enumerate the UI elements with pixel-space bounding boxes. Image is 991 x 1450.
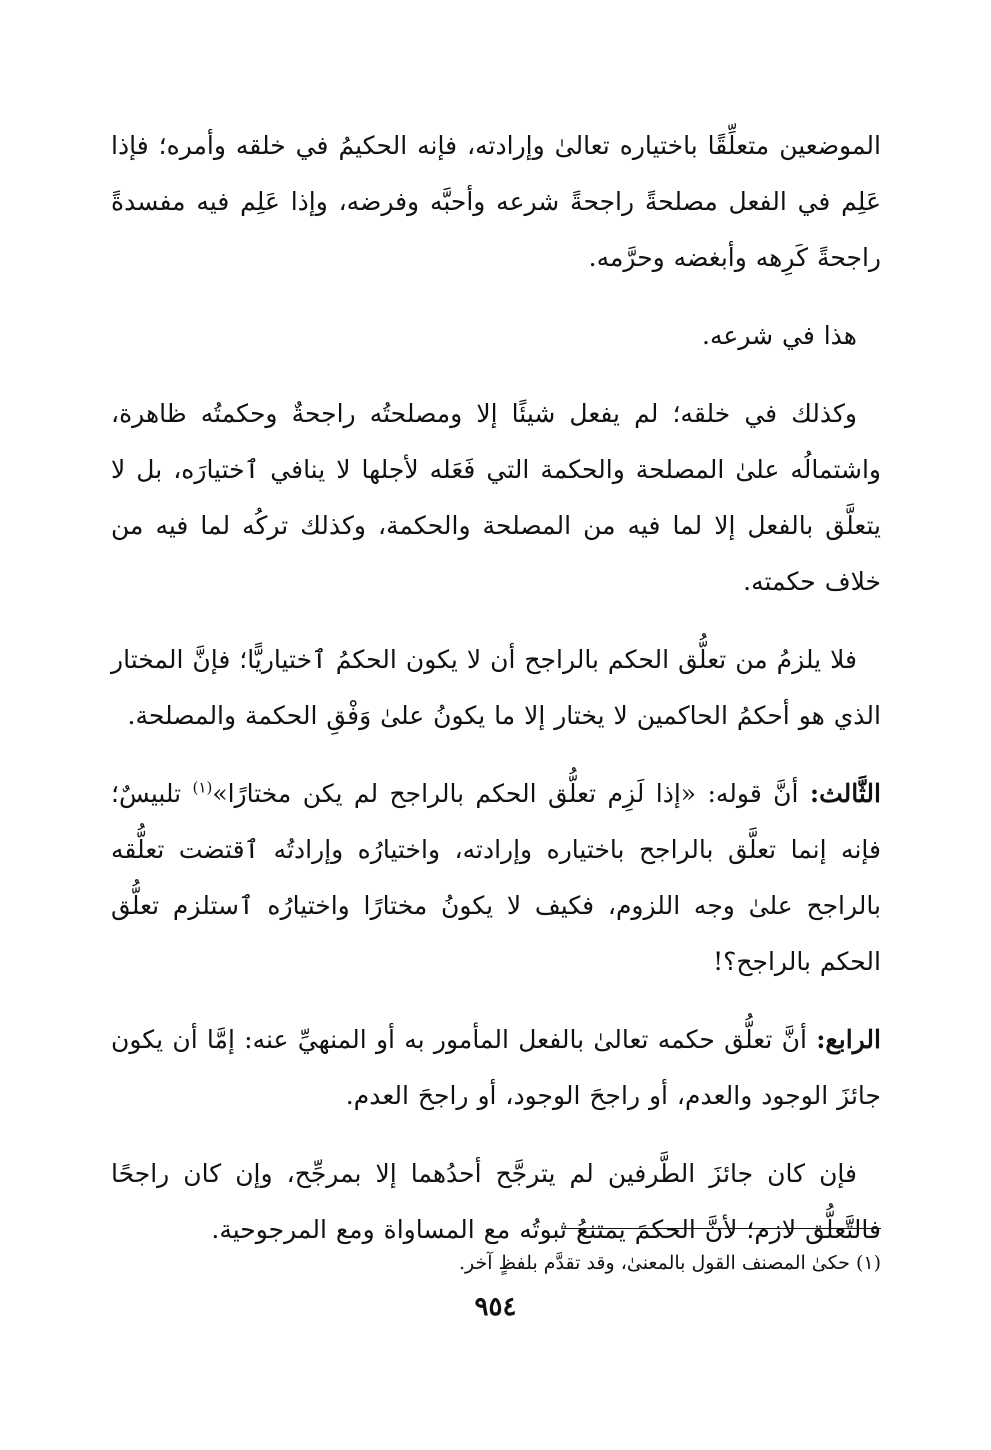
paragraph-third-point <box>111 766 881 990</box>
footnote-divider <box>561 1228 881 1229</box>
page-number: ٩٥٤ <box>474 1292 517 1322</box>
paragraph-1-text: الموضعين متعلِّقًا باختياره تعالىٰ وإرادته، فإنه الحكيمُ في خلقه وأمره؛ فإذا عَلِم في الفعل مصلحةً راجحةً شرعه وأحبَّه وفرضه، وإذا عَلِم فيه مفسدةً راجحةً كَرِهه وأبغضه وحرَّمه. <box>111 131 881 272</box>
paragraph-3-text: وكذلك في خلقه؛ لم يفعل شيئًا إلا ومصلحتُه راجحةٌ وحكمتُه ظاهرة، واشتمالُه علىٰ المصلحة والحكمة التي فَعَله لأجلها لا ينافي ٱختيارَه، بل لا يتعلَّق بالفعل إلا لما فيه من المصلحة والحكمة، وكذلك تركُه لما فيه من خلاف حكمته. <box>111 399 881 596</box>
footnote <box>111 1246 881 1280</box>
footnote-marker: (١) <box>855 1252 881 1274</box>
paragraph-fourth-lead: الرابع: <box>816 1025 881 1054</box>
paragraph-4 <box>111 632 881 744</box>
page-body <box>111 118 881 1280</box>
paragraph-2 <box>111 308 881 364</box>
footnote-text: حكىٰ المصنف القول بالمعنىٰ، وقد تقدَّم بلفظٍ آخر. <box>458 1252 850 1274</box>
paragraph-4-text: فلا يلزمُ من تعلُّق الحكم بالراجح أن لا يكون الحكمُ ٱختياريًّا؛ فإنَّ المختار الذي هو أحكمُ الحاكمين لا يختار إلا ما يكونُ علىٰ وَفْقِ الحكمة والمصلحة. <box>111 645 881 730</box>
paragraph-1 <box>111 118 881 286</box>
footnote-reference-marker[interactable]: (١) <box>192 778 213 797</box>
paragraph-7-text: فإن كان جائزَ الطَّرفين لم يترجَّح أحدُهما إلا بمرجِّح، وإن كان راجحًا فالتَّعلُّق لازم؛ لأنَّ الحكمَ يمتنعُ ثبوتُه مع المساواة ومع المرجوحية. <box>111 1159 881 1244</box>
paragraph-third-lead: الثَّالث: <box>809 779 881 808</box>
paragraph-fourth-text: أنَّ تعلُّق حكمه تعالىٰ بالفعل المأمور به أو المنهيِّ عنه: إمَّا أن يكون جائزَ الوجود والعدم، أو راجحَ الوجود، أو راجحَ العدم. <box>111 1025 881 1110</box>
paragraph-third-tail: تلبيسٌ؛ فإنه إنما تعلَّق بالراجح باختياره وإرادته، واختيارُه وإرادتُه ٱقتضت تعلُّقه بالراجح علىٰ وجه اللزوم، فكيف لا يكونُ مختارًا واختيارُه ٱستلزم تعلُّق الحكم بالراجح؟! <box>111 779 881 976</box>
paragraph-7 <box>111 1146 881 1258</box>
paragraph-fourth-point <box>111 1012 881 1124</box>
paragraph-3 <box>111 386 881 610</box>
paragraph-2-text: هذا في شرعه. <box>702 321 857 350</box>
paragraph-third-text: أنَّ قوله: «إذا لَزِم تعلُّق الحكم بالراجح لم يكن مختارًا» <box>212 779 810 808</box>
